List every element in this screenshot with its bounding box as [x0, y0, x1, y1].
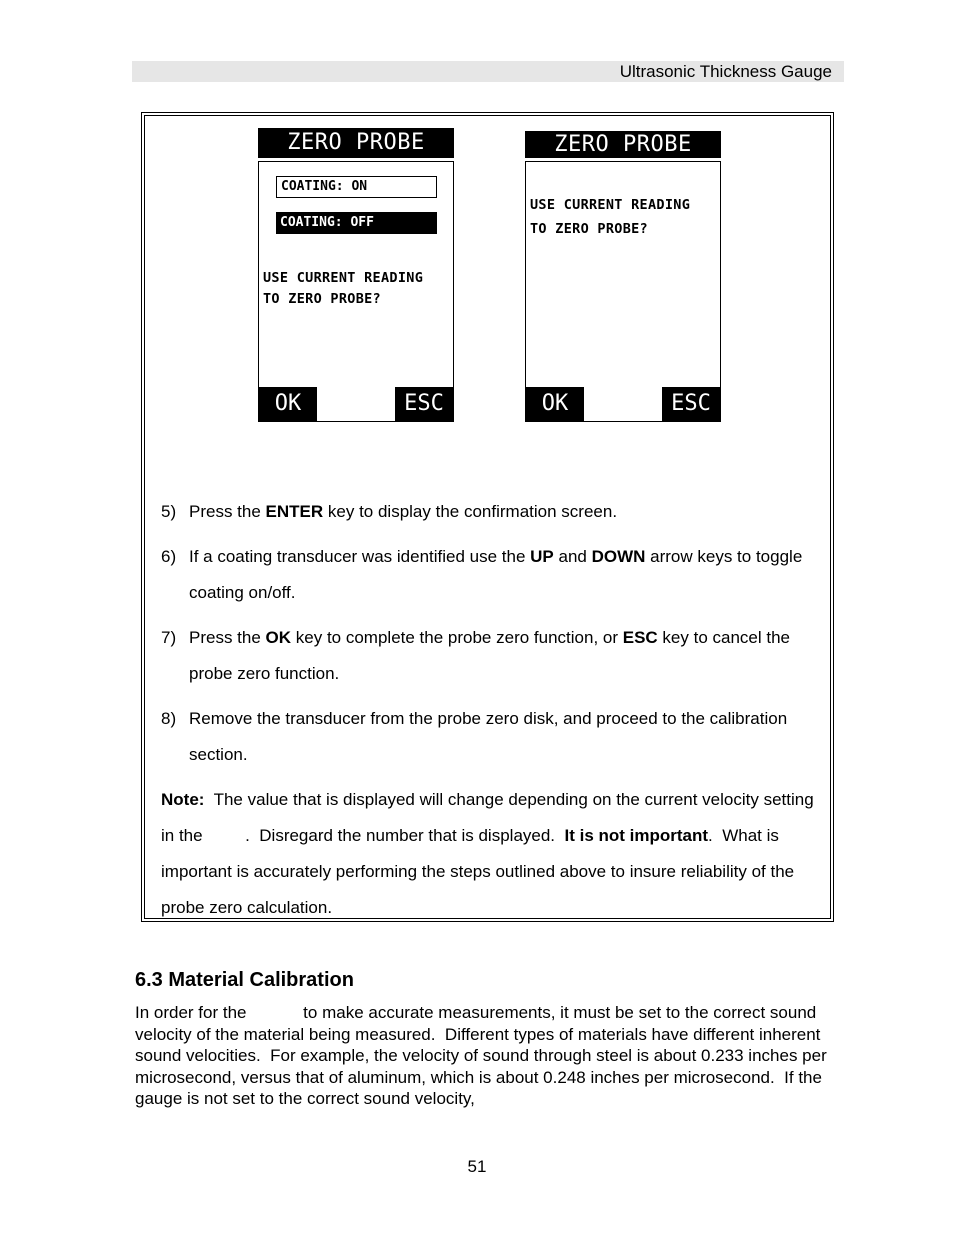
confirm-message-line2: TO ZERO PROBE? — [530, 221, 648, 237]
step-item — [161, 539, 826, 611]
note-label: Note: — [161, 790, 205, 809]
esc-softkey[interactable]: ESC — [395, 387, 453, 421]
page-number: 51 — [467, 1157, 487, 1176]
step-text: If a coating transducer was identified use the — [189, 547, 531, 566]
step-text: Remove the transducer from the probe zero disk, and proceed to the calibration section. — [189, 709, 788, 764]
step-text: key to cancel the probe zero function. — [189, 628, 791, 683]
screen-body — [525, 161, 721, 422]
esc-softkey[interactable]: ESC — [662, 387, 720, 421]
coating-off-option[interactable]: COATING: OFF — [276, 212, 437, 234]
screen-body — [258, 161, 454, 422]
step-text: key to display the confirmation screen. — [323, 502, 618, 521]
note-emphasis: It is not important — [564, 826, 709, 845]
header-bar — [132, 61, 844, 82]
ok-softkey[interactable]: OK — [526, 387, 584, 421]
key-name: ENTER — [265, 502, 324, 521]
step-number: 5) — [161, 502, 177, 521]
step-text: and — [553, 547, 592, 566]
step-text: key to complete the probe zero function, or — [291, 628, 623, 647]
procedure-box — [141, 112, 834, 922]
steps-list — [161, 494, 826, 926]
confirm-message-line1: USE CURRENT READING — [263, 270, 424, 286]
screen-title: ZERO PROBE — [525, 131, 721, 158]
step-text: arrow keys to toggle coating on/off. — [189, 547, 803, 602]
step-number: 6) — [161, 547, 177, 566]
section-body: In order for the to make accurate measurements, it must be set to the correct sound velocity of the material being measured. Different types of materials have different inherent sound velocities. For example, the velocity of sound through steel is about 0.233 inches per microsecond, versus that of aluminum, which is about 0.248 inches per microsecond. If the gauge is not set to the correct sound velocity, — [135, 1003, 832, 1108]
step-item — [161, 620, 826, 692]
ok-softkey[interactable]: OK — [259, 387, 317, 421]
zero-probe-screen-coating — [258, 128, 454, 422]
step-item — [161, 494, 826, 530]
zero-probe-screen-basic — [525, 131, 721, 422]
header-title: Ultrasonic Thickness Gauge — [619, 62, 832, 81]
step-number: 8) — [161, 709, 177, 728]
key-name: OK — [265, 628, 292, 647]
confirm-message-line1: USE CURRENT READING — [530, 197, 691, 213]
step-item — [161, 701, 826, 773]
note-paragraph — [161, 782, 826, 926]
section-title: 6.3 Material Calibration — [135, 969, 354, 991]
note-text: . What is important is accurately performing the steps outlined above to insure reliability of the probe zero calculation. — [161, 826, 799, 917]
step-number: 7) — [161, 628, 177, 647]
coating-on-option[interactable]: COATING: ON — [276, 176, 437, 198]
key-name: UP — [530, 547, 554, 566]
key-name: ESC — [622, 628, 658, 647]
procedure-box-inner — [144, 115, 831, 919]
step-text: Press the — [189, 628, 266, 647]
step-text: Press the — [189, 502, 266, 521]
confirm-message-line2: TO ZERO PROBE? — [263, 291, 381, 307]
screen-title: ZERO PROBE — [258, 128, 454, 158]
key-name: DOWN — [591, 547, 646, 566]
note-text: The value that is displayed will change depending on the current velocity setting in the . Disregard the number that is displayed. — [161, 790, 819, 845]
